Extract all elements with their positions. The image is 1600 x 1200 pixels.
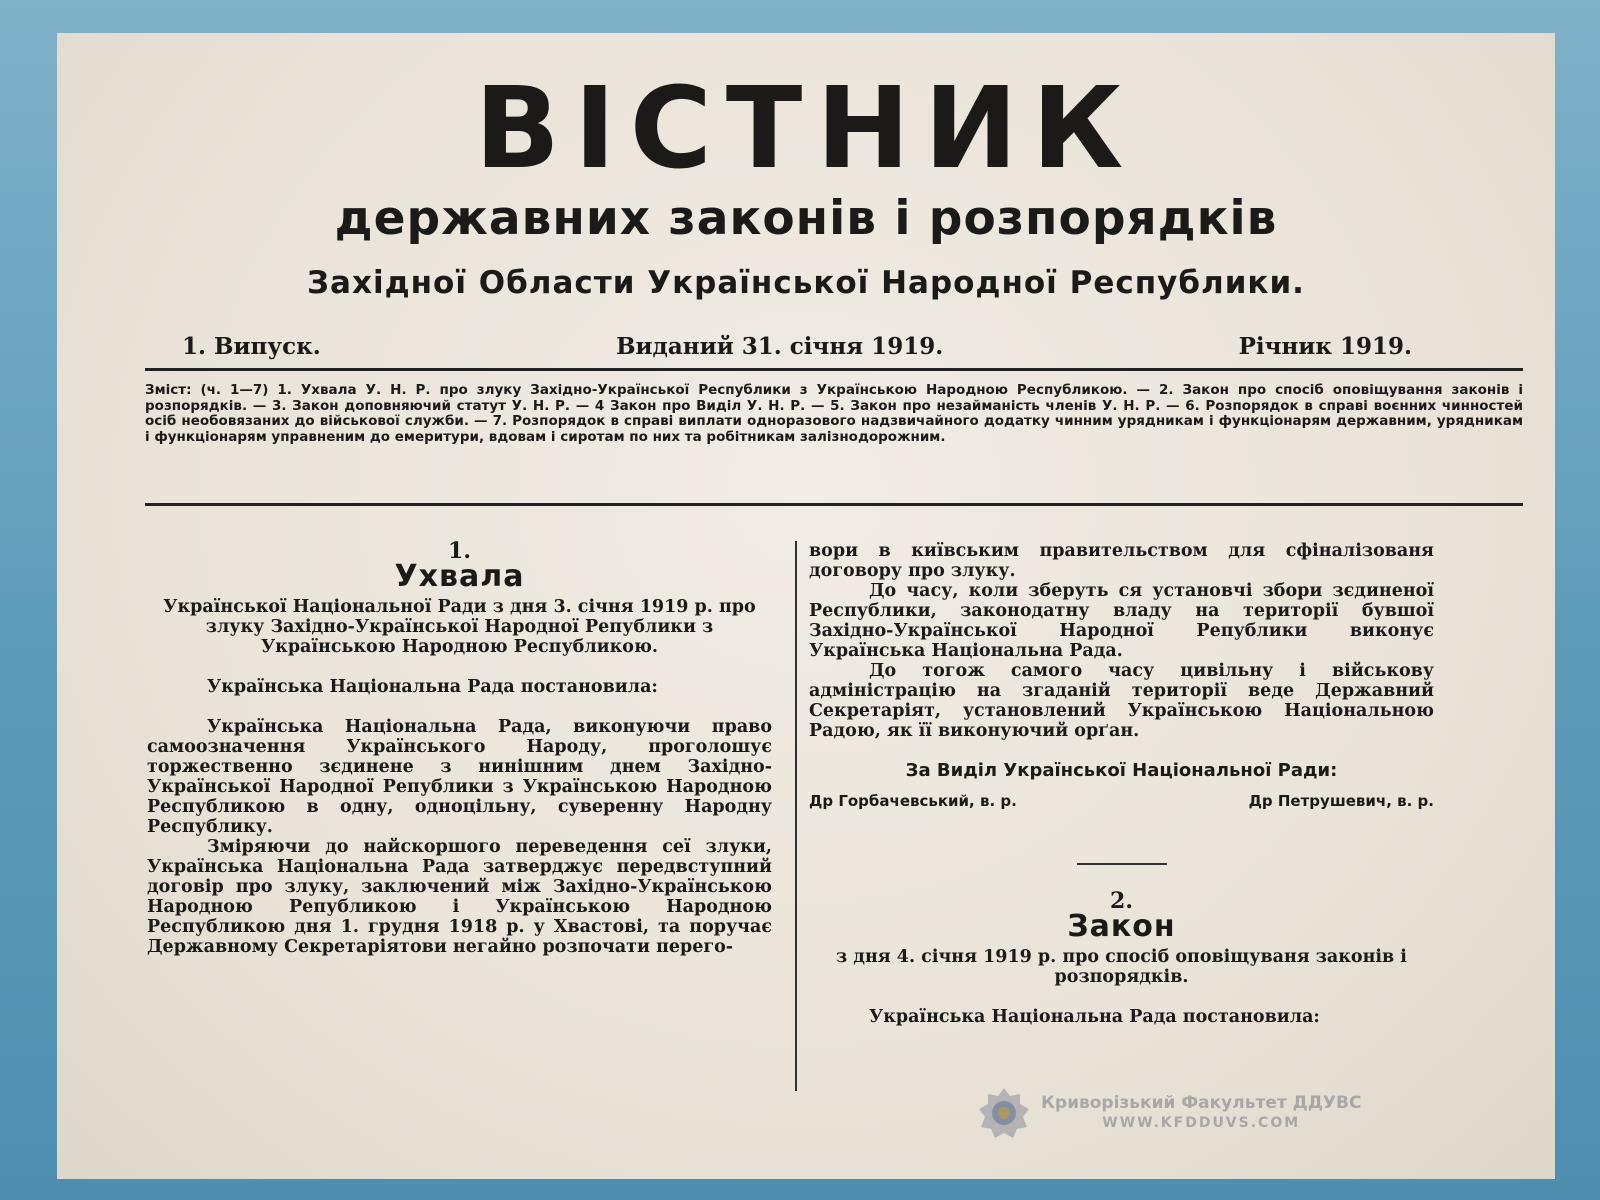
section-1-title: Ухвала bbox=[394, 559, 525, 594]
section-2-intro: з дня 4. січня 1919 р. про спосіб оповіщуваня законів і розпорядків. bbox=[836, 947, 1407, 987]
newspaper-subtitle-region: Західної Области Української Народної Республики. bbox=[307, 265, 1305, 301]
section-1-paragraph-1: Українська Національна Рада, виконуючи право самоозначення Українського Народу, проголошує торжественно зєдинене з нинішним днем Західно-Української Народної Републики з Українською Народною Республикою в одну, одноцільну, суверенну Народну Республику. bbox=[147, 717, 772, 837]
section-2-decree: Українська Національна Рада постановила: bbox=[869, 1007, 1320, 1027]
newspaper-subtitle: державних законів і розпорядків bbox=[334, 191, 1278, 246]
emblem-icon bbox=[977, 1086, 1031, 1140]
issue-info-line bbox=[182, 333, 1412, 360]
signatures bbox=[809, 791, 1434, 811]
signature-heading: За Виділ Української Національної Ради: bbox=[905, 760, 1338, 781]
issue-number: 1. Випуск. bbox=[182, 333, 321, 360]
section-1-decree: Українська Національна Рада постановила: bbox=[207, 677, 658, 697]
watermark-line-2: WWW.KFDDUVS.COM bbox=[1102, 1115, 1301, 1131]
section-2-number: 2. bbox=[1110, 888, 1133, 914]
masthead bbox=[57, 64, 1555, 301]
left-column bbox=[147, 538, 772, 957]
signature-horbachevskyi: Др Горбачевський, в. р. bbox=[809, 792, 1017, 810]
section-2-title: Закон bbox=[1067, 909, 1176, 944]
section-1-number: 1. bbox=[448, 538, 471, 564]
section-1-paragraph-2: Зміряючи до найскоршого переведення сеї злуки, Українська Національна Рада затверджує передвступний договір про злуку, заключений між Західно-Українською Народною Републикою і Українською Народною Республикою дня 1. грудня 1918 р. у Хвастові, та поручає Державному Секретаріятови негайно розпочати перего- bbox=[147, 837, 772, 957]
section-1-intro: Української Національної Ради з дня 3. січня 1919 р. про злуку Західно-Української Народної Републики з Українською Народною Республикою. bbox=[163, 597, 756, 657]
signature-petrushevych: Др Петрушевич, в. р. bbox=[1248, 792, 1434, 810]
watermark-line-1: Криворізький Факультет ДДУВС bbox=[1041, 1093, 1362, 1113]
issue-date: Виданий 31. січня 1919. bbox=[616, 333, 944, 360]
table-of-contents: Зміст: (ч. 1—7) 1. Ухвала У. Н. Р. про злуку Західно-Української Республики з Українською Народною Республикою. — 2. Закон про спосіб оповіщування законів і розпорядків. — 3. Закон доповняючий статут У. Н. Р. — 4 Закон про Виділ У. Н. Р. — 5. Закон про незайманість членів У. Н. Р. — 6. Розпорядок в справі воєнних чинностей осіб необовязаних до військової служби. — 7. Розпорядок в справі виплати одноразового надзвичайного додатку чинним урядникам і функціонарям державним, урядникам і функціонарям управненим до емеритури, вдовам і сиротам по них та робітникам залізнодорожним. bbox=[145, 382, 1523, 445]
section-1-paragraph-4: До тогож самого часу цивільну і військову адміністрацію на згаданій території веде Державний Секретаріят, установлений Українською Національною Радою, як її виконуючий орґан. bbox=[809, 661, 1434, 741]
watermark bbox=[977, 1083, 1537, 1143]
section-1-paragraph-continued: вори в київським правительством для сфіналізованя договору про злуку. bbox=[809, 541, 1434, 581]
divider-rule-top bbox=[145, 368, 1523, 371]
column-divider bbox=[795, 541, 797, 1091]
issue-year: Річник 1919. bbox=[1238, 333, 1412, 360]
newspaper-page bbox=[57, 33, 1555, 1179]
newspaper-title: ВІСТНИК bbox=[474, 64, 1138, 194]
right-column bbox=[809, 541, 1434, 1027]
divider-rule-bottom bbox=[145, 503, 1523, 506]
section-1-paragraph-3: До часу, коли зберуть ся установчі збори зєдиненої Республики, законодатну владу на території бувшої Західно-Української Народної Републики виконує Українська Національна Рада. bbox=[809, 581, 1434, 661]
